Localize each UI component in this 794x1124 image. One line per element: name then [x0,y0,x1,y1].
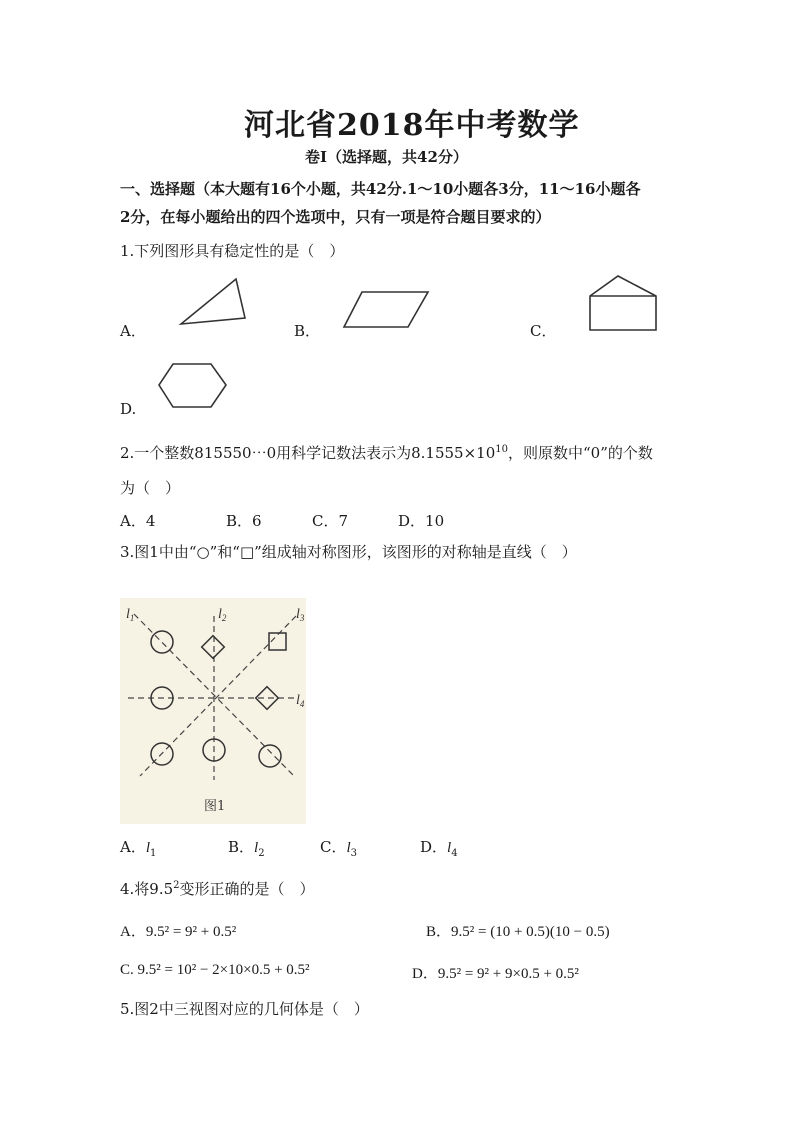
question-4-option-c: C. 9.5² = 10² − 2×10×0.5 + 0.5² [120,962,310,978]
question-2-stem-line2: 为（ ） [120,479,181,497]
question-5-stem: 5.图2中三视图对应的几何体是（ ） [120,1000,369,1018]
question-1-option-a-label: A． [120,322,146,340]
section-instructions-line2: 2分，在每小题给出的四个选项中，只有一项是符合题目要求的） [120,208,551,226]
figure-1-caption: 图1 [204,799,226,814]
line-l3-label: $l_3$ [296,607,305,623]
page-title: 河北省2018年中考数学 [244,108,580,143]
parallelogram-figure [342,290,432,330]
question-2-option-d: D．10 [398,512,445,530]
question-4-stem: 4.将$9.5^2$变形正确的是（ ） [120,880,315,898]
figure-1-symmetry-diagram [120,598,306,824]
line-l1-label: $l_1$ [126,607,135,623]
question-4-option-d: D．9.5² = 9² + 9×0.5 + 0.5² [412,966,579,982]
hexagon-figure [157,362,229,410]
question-4-option-b: B．9.5² = (10 + 0.5)(10 − 0.5) [426,924,610,940]
triangle-figure [178,276,248,328]
question-2-option-b: B．6 [226,512,262,530]
question-2-stem: 2.一个整数815550⋯0用科学记数法表示为$8.1555\times 10^{10}$，则原数中“0”的个数 [120,444,653,462]
question-1-option-d-label: D. [120,400,137,418]
question-3-option-a: A．$l_1$ [120,838,157,859]
question-3-option-d: D．$l_4$ [420,838,458,859]
house-pentagon-figure [588,274,660,332]
question-3-stem: 3.图1中由“○”和“□”组成轴对称图形，该图形的对称轴是直线（ ） [120,543,577,561]
question-3-option-c: C．$l_3$ [320,838,358,859]
question-3-option-b: B．$l_2$ [228,838,265,859]
line-l2-label: $l_2$ [218,607,227,623]
question-4-option-a: A．9.5² = 9² + 0.5² [120,924,237,940]
question-1-option-c-label: C． [530,322,557,340]
question-2-option-c: C．7 [312,512,349,530]
question-1-stem: 1.下列图形具有稳定性的是（ ） [120,242,345,260]
section-instructions-line1: 一、选择题（本大题有16个小题，共42分.1～10小题各3分，11～16小题各 [120,180,641,198]
question-2-option-a: A．4 [120,512,156,530]
question-1-option-b-label: B． [294,322,321,340]
line-l4-label: $l_4$ [296,693,305,709]
page-subtitle: 卷Ⅰ（选择题，共42分） [305,148,468,166]
